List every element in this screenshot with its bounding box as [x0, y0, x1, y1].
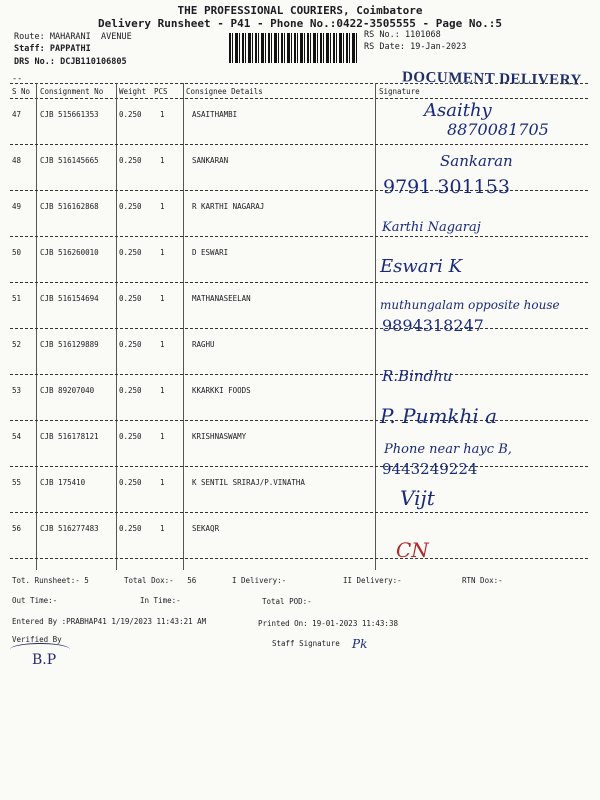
row-rule [10, 558, 588, 559]
route-value: MAHARANI AVENUE [49, 32, 132, 42]
cell-consignee: D ESWARI [192, 248, 229, 257]
verified-by-signature: B.P [32, 652, 57, 668]
row-rule [10, 328, 588, 329]
signature-row-55: Vijt [400, 486, 435, 510]
rs-no-value: 1101068 [404, 30, 441, 40]
cell-consignment: CJB 89207040 [40, 386, 95, 395]
table-row [0, 202, 600, 216]
cell-consignee: MATHANASEELAN [192, 294, 251, 303]
rs-no-label: RS No.: [364, 30, 400, 40]
cell-pcs: 1 [160, 478, 165, 487]
cell-consignment: CJB 516162868 [40, 202, 99, 211]
cell-consignee: SEKAQR [192, 524, 220, 533]
printed-on: Printed On: 19-01-2023 11:43:38 [258, 619, 398, 628]
cell-sno: 52 [12, 340, 22, 349]
phone-row-51: 9894318247 [382, 316, 484, 335]
col-header-consignment: Consignment No [40, 87, 104, 96]
cell-consignee: SANKARAN [192, 156, 229, 165]
cell-weight: 0.250 [119, 386, 142, 395]
cell-consignment: CJB 516129889 [40, 340, 99, 349]
cell-consignee: RAGHU [192, 340, 215, 349]
phone-row-47: 8870081705 [447, 120, 549, 139]
header-top-rule [10, 83, 588, 84]
ii-delivery: II Delivery:- [343, 576, 402, 585]
staff-signature-label: Staff Signature [272, 639, 340, 648]
cell-consignee: KKARKKI FOODS [192, 386, 251, 395]
col-header-weight: Weight [119, 87, 147, 96]
row-rule [10, 420, 588, 421]
cell-consignee: KRISHNASWAMY [192, 432, 247, 441]
route-label: Route: [14, 32, 45, 42]
signature-row-53: P. Pumkhi a [380, 404, 498, 428]
table-row [0, 478, 600, 492]
total-dox: Total Dox:- 56 [124, 576, 197, 585]
company-title: THE PROFESSIONAL COURIERS, Coimbatore [177, 4, 423, 17]
cell-consignment: CJB 516145665 [40, 156, 99, 165]
out-time: Out Time:- [12, 596, 58, 605]
cell-weight: 0.250 [119, 340, 142, 349]
cell-consignment: CJB 515661353 [40, 110, 99, 119]
total-pod: Total POD:- [262, 597, 312, 606]
top-mark: -- [12, 74, 23, 84]
barcode [229, 33, 357, 63]
staff-value: PAPPATHI [49, 44, 91, 54]
phone-row-54: 9443249224 [382, 460, 478, 478]
signature-row-47: Asaithy [424, 100, 492, 121]
staff-signature: Pk [352, 637, 368, 651]
i-delivery: I Delivery:- [232, 576, 287, 585]
staff-row [14, 44, 91, 54]
drs-label: DRS No.: [14, 57, 55, 67]
cell-weight: 0.250 [119, 156, 142, 165]
verified-by-label: Verified By [12, 635, 62, 644]
cell-weight: 0.250 [119, 248, 142, 257]
route-row [14, 32, 132, 42]
cell-sno: 56 [12, 524, 22, 533]
cell-sno: 53 [12, 386, 22, 395]
row-rule [10, 236, 588, 237]
row-rule [10, 374, 588, 375]
row-rule [10, 512, 588, 513]
drs-row [14, 57, 127, 67]
col-header-signature: Signature [379, 87, 420, 96]
cell-pcs: 1 [160, 524, 165, 533]
staff-label: Staff: [14, 44, 45, 54]
cell-pcs: 1 [160, 432, 165, 441]
signature-row-51: muthungalam opposite house [380, 298, 560, 312]
cell-weight: 0.250 [119, 202, 142, 211]
cell-sno: 48 [12, 156, 22, 165]
cell-sno: 51 [12, 294, 22, 303]
col-header-sno: S No [12, 87, 31, 96]
table-row [0, 386, 600, 400]
cell-pcs: 1 [160, 110, 165, 119]
row-rule [10, 144, 588, 145]
col-header-consignee: Consignee Details [186, 87, 263, 96]
cell-consignment: CJB 516260010 [40, 248, 99, 257]
row-rule [10, 282, 588, 283]
col-header-pcs: PCS [154, 87, 168, 96]
cell-consignment: CJB 516178121 [40, 432, 99, 441]
cell-consignee: K SENTIL SRIRAJ/P.VINATHA [192, 478, 305, 487]
rs-date-row [364, 42, 466, 52]
drs-value: DCJB110106805 [60, 57, 127, 67]
tot-runsheet: Tot. Runsheet:- 5 [12, 576, 89, 585]
rs-no-row [364, 30, 441, 40]
table-row [0, 524, 600, 538]
signature-row-50: Eswari K [380, 256, 463, 277]
document-delivery-stamp: DOCUMENT DELIVERY [401, 69, 582, 89]
cell-sno: 47 [12, 110, 22, 119]
phone-row-48: 9791 301153 [383, 176, 510, 198]
cell-pcs: 1 [160, 340, 165, 349]
cell-consignee: ASAITHAMBI [192, 110, 238, 119]
cell-sno: 49 [12, 202, 22, 211]
cell-sno: 50 [12, 248, 22, 257]
cell-weight: 0.250 [119, 524, 142, 533]
cell-pcs: 1 [160, 248, 165, 257]
rs-date-value: 19-Jan-2023 [410, 42, 467, 52]
cell-sno: 54 [12, 432, 22, 441]
table-row [0, 340, 600, 354]
in-time: In Time:- [140, 596, 181, 605]
rtn-dox: RTN Dox:- [462, 576, 503, 585]
signature-row-54: Phone near hayc B, [384, 442, 512, 457]
row-rule [10, 466, 588, 467]
cell-pcs: 1 [160, 156, 165, 165]
cell-consignment: CJB 175410 [40, 478, 86, 487]
cell-weight: 0.250 [119, 478, 142, 487]
header-bottom-rule [10, 98, 588, 99]
runsheet-title: Delivery Runsheet - P41 - Phone No.:0422-3505555 - Page No.:5 [98, 17, 502, 30]
signature-row-49: Karthi Nagaraj [382, 220, 481, 235]
signature-row-56: CN [396, 538, 429, 562]
signature-row-48: Sankaran [440, 152, 513, 170]
signature-row-52: R.Bindhu [382, 367, 453, 385]
cell-pcs: 1 [160, 202, 165, 211]
cell-pcs: 1 [160, 294, 165, 303]
cell-consignment: CJB 516277483 [40, 524, 99, 533]
cell-consignee: R KARTHI NAGARAJ [192, 202, 265, 211]
table-row [0, 248, 600, 262]
rs-date-label: RS Date: [364, 42, 405, 52]
entered-by: Entered By :PRABHAP41 1/19/2023 11:43:21 AM [12, 617, 207, 626]
cell-consignment: CJB 516154694 [40, 294, 99, 303]
cell-weight: 0.250 [119, 110, 142, 119]
cell-weight: 0.250 [119, 294, 142, 303]
cell-pcs: 1 [160, 386, 165, 395]
cell-weight: 0.250 [119, 432, 142, 441]
cell-sno: 55 [12, 478, 22, 487]
